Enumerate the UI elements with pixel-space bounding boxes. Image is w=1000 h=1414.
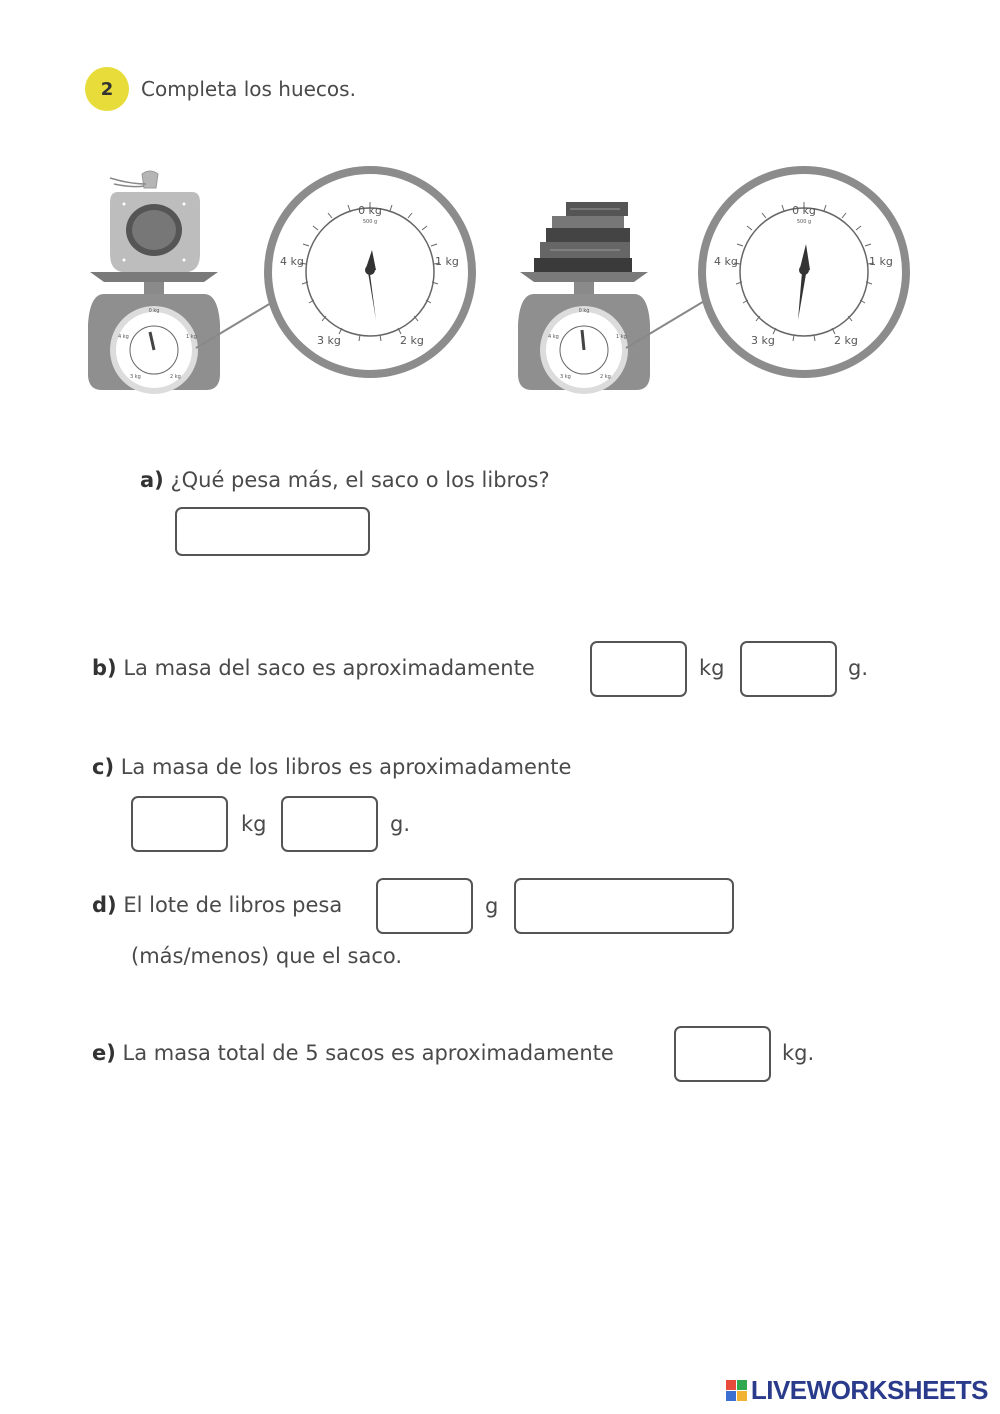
question-d-text: El lote de libros pesa	[123, 893, 343, 917]
dial-label-4kg: 4 kg	[280, 255, 304, 268]
question-b-label: b)	[92, 656, 117, 680]
unit-g: g.	[848, 656, 869, 680]
question-c	[92, 755, 571, 779]
svg-text:3 kg: 3 kg	[560, 374, 571, 380]
dial-label-500g: 500 g	[796, 219, 812, 225]
liveworksheets-brand	[726, 1375, 988, 1406]
exercise-number-badge: 2	[85, 67, 129, 111]
question-b-text: La masa del saco es aproximadamente	[123, 656, 535, 680]
books-scale	[518, 166, 910, 394]
question-a	[140, 468, 550, 492]
dial-label-2kg: 2 kg	[400, 334, 424, 347]
sack-scale	[88, 166, 476, 394]
answer-e-kg-input[interactable]	[674, 1026, 771, 1082]
svg-text:3 kg: 3 kg	[130, 374, 141, 380]
question-e-label: e)	[92, 1041, 116, 1065]
unit-kg: kg	[241, 812, 267, 836]
instruction-text: Completa los huecos.	[141, 77, 356, 101]
unit-g: g	[485, 894, 499, 918]
svg-text:1 kg: 1 kg	[186, 334, 197, 340]
liveworksheets-logo-icon	[726, 1380, 747, 1401]
question-d-label: d)	[92, 893, 117, 917]
answer-c-g-input[interactable]	[281, 796, 378, 852]
question-a-text: ¿Qué pesa más, el saco o los libros?	[170, 468, 550, 492]
answer-b-kg-input[interactable]	[590, 641, 687, 697]
question-c-text: La masa de los libros es aproximadamente	[120, 755, 572, 779]
svg-text:0 kg: 0 kg	[148, 308, 160, 314]
dial-label-4kg: 4 kg	[714, 255, 738, 268]
question-d-continuation: (más/menos) que el saco.	[131, 944, 403, 968]
svg-text:4 kg: 4 kg	[118, 334, 129, 340]
dial-label-0kg: 0 kg	[358, 204, 382, 217]
unit-kg: kg.	[782, 1041, 815, 1065]
question-a-label: a)	[140, 468, 164, 492]
svg-text:1 kg: 1 kg	[616, 334, 627, 340]
question-e-text: La masa total de 5 sacos es aproximadamente	[122, 1041, 614, 1065]
unit-kg: kg	[699, 656, 725, 680]
answer-a-input[interactable]	[175, 507, 370, 556]
dial-label-500g: 500 g	[362, 219, 378, 225]
question-b	[92, 656, 535, 680]
scales-illustration	[70, 160, 930, 420]
dial-label-1kg: 1 kg	[869, 255, 893, 268]
brand-text: LIVEWORKSHEETS	[750, 1375, 988, 1405]
svg-text:4 kg: 4 kg	[548, 334, 559, 340]
answer-b-g-input[interactable]	[740, 641, 837, 697]
dial-label-2kg: 2 kg	[834, 334, 858, 347]
question-c-label: c)	[92, 755, 115, 779]
answer-c-kg-input[interactable]	[131, 796, 228, 852]
svg-text:2 kg: 2 kg	[170, 374, 181, 380]
books-icon	[534, 202, 632, 272]
answer-d-comparison-input[interactable]	[514, 878, 734, 934]
answer-d-g-input[interactable]	[376, 878, 473, 934]
dial-label-3kg: 3 kg	[751, 334, 775, 347]
dial-label-1kg: 1 kg	[435, 255, 459, 268]
sack-icon	[110, 171, 200, 272]
dial-label-0kg: 0 kg	[792, 204, 816, 217]
svg-text:2 kg: 2 kg	[600, 374, 611, 380]
svg-text:0 kg: 0 kg	[578, 308, 590, 314]
dial-label-3kg: 3 kg	[317, 334, 341, 347]
question-e	[92, 1041, 614, 1065]
question-d	[92, 893, 342, 917]
unit-g: g.	[390, 812, 411, 836]
